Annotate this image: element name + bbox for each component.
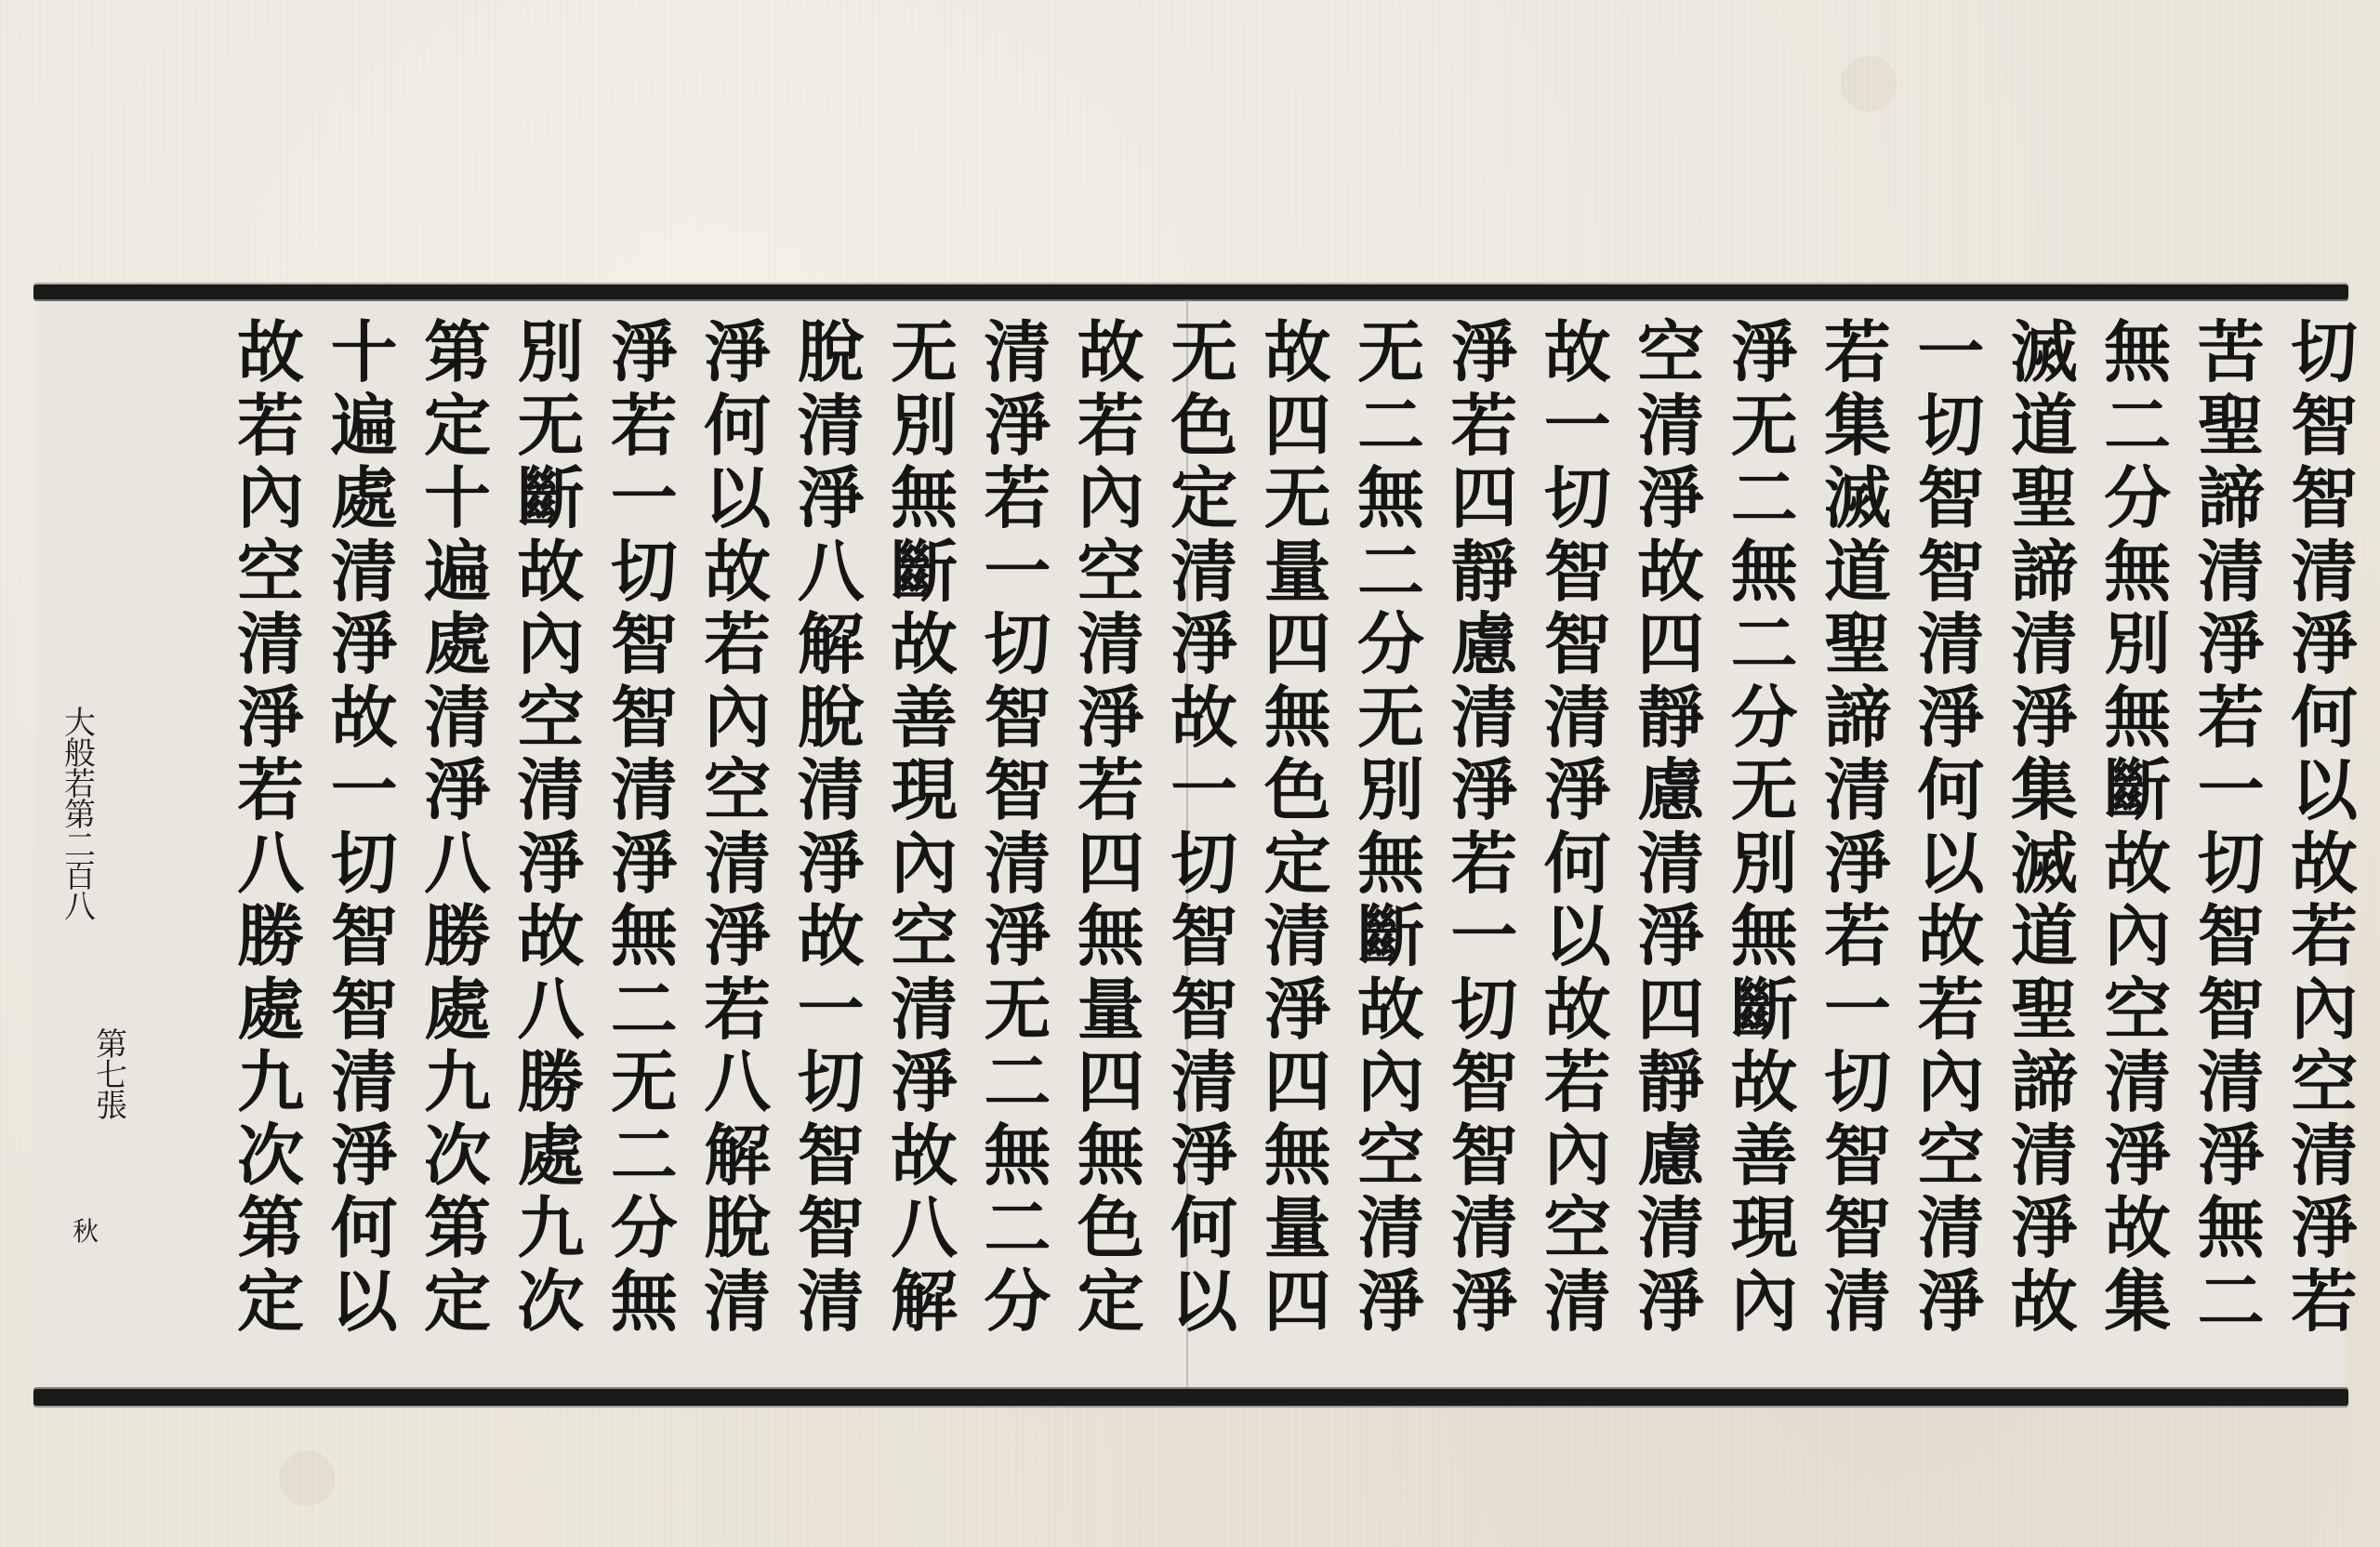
text-column: 故 一 切 智 智 清 淨 何 以 故 若 內 空 清 [1543, 312, 1611, 1341]
text-column: 空 清 淨 故 四 靜 慮 清 淨 四 靜 慮 清 淨 [1637, 312, 1705, 1341]
text-column: 別 无 斷 故 內 空 清 淨 故 八 勝 處 九 次 [517, 312, 585, 1341]
text-column: 无 二 無 二 分 无 別 無 斷 故 內 空 清 淨 [1356, 312, 1424, 1341]
border-line-bottom [33, 1389, 2348, 1406]
border-line-top [33, 284, 2348, 299]
text-column: 淨 若 一 切 智 智 清 淨 無 二 无 二 分 無 [610, 312, 678, 1341]
text-column: 清 淨 若 一 切 智 智 清 淨 无 二 無 二 分 [984, 312, 1051, 1341]
text-column: 滅 道 聖 諦 清 淨 集 滅 道 聖 諦 清 淨 故 [2010, 312, 2078, 1341]
text-column: 无 別 無 斷 故 善 現 內 空 清 淨 故 八 解 [890, 312, 958, 1341]
text-column: 脫 清 淨 八 解 脫 清 淨 故 一 切 智 智 清 [797, 312, 865, 1341]
text-column: 淨 无 二 無 二 分 无 別 無 斷 故 善 現 內 [1730, 312, 1798, 1341]
margin-page-number: 第 七 張 [96, 1026, 127, 1125]
text-column: 淨 若 四 靜 慮 清 淨 若 一 切 智 智 清 淨 [1450, 312, 1518, 1341]
text-column: 無 二 分 無 別 無 斷 故 內 空 清 淨 故 集 [2104, 312, 2172, 1341]
text-column: 故 若 內 空 清 淨 若 八 勝 處 九 次 第 定 [237, 312, 305, 1341]
text-column: 淨 何 以 故 若 內 空 清 淨 若 八 解 脫 清 [704, 312, 772, 1341]
text-column: 一 切 智 智 清 淨 何 以 故 若 內 空 清 淨 [1917, 312, 1985, 1341]
text-column: 第 定 十 遍 處 清 淨 八 勝 處 九 次 第 定 [423, 312, 491, 1341]
margin-volume-mark: 秋 [72, 1216, 99, 1247]
main-text-area [0, 312, 2380, 1385]
text-column: 无 色 定 清 淨 故 一 切 智 智 清 淨 何 以 [1170, 312, 1238, 1341]
text-column: 苦 聖 諦 清 淨 若 一 切 智 智 清 淨 無 二 [2197, 312, 2265, 1341]
paper-stain [279, 1450, 335, 1506]
text-column: 故 四 无 量 四 無 色 定 清 淨 四 無 量 四 [1263, 312, 1331, 1341]
text-column: 切 智 智 清 淨 何 以 故 若 內 空 清 淨 若 [2290, 312, 2358, 1341]
text-column: 故 若 內 空 清 淨 若 四 無 量 四 無 色 定 [1077, 312, 1144, 1341]
text-column: 若 集 滅 道 聖 諦 清 淨 若 一 切 智 智 清 [1823, 312, 1891, 1341]
text-column: 十 遍 處 清 淨 故 一 切 智 智 清 淨 何 以 [330, 312, 398, 1341]
margin-sutra-title: 大 般 若 第 二 百 八 [64, 705, 96, 926]
paper-stain [1841, 56, 1897, 112]
